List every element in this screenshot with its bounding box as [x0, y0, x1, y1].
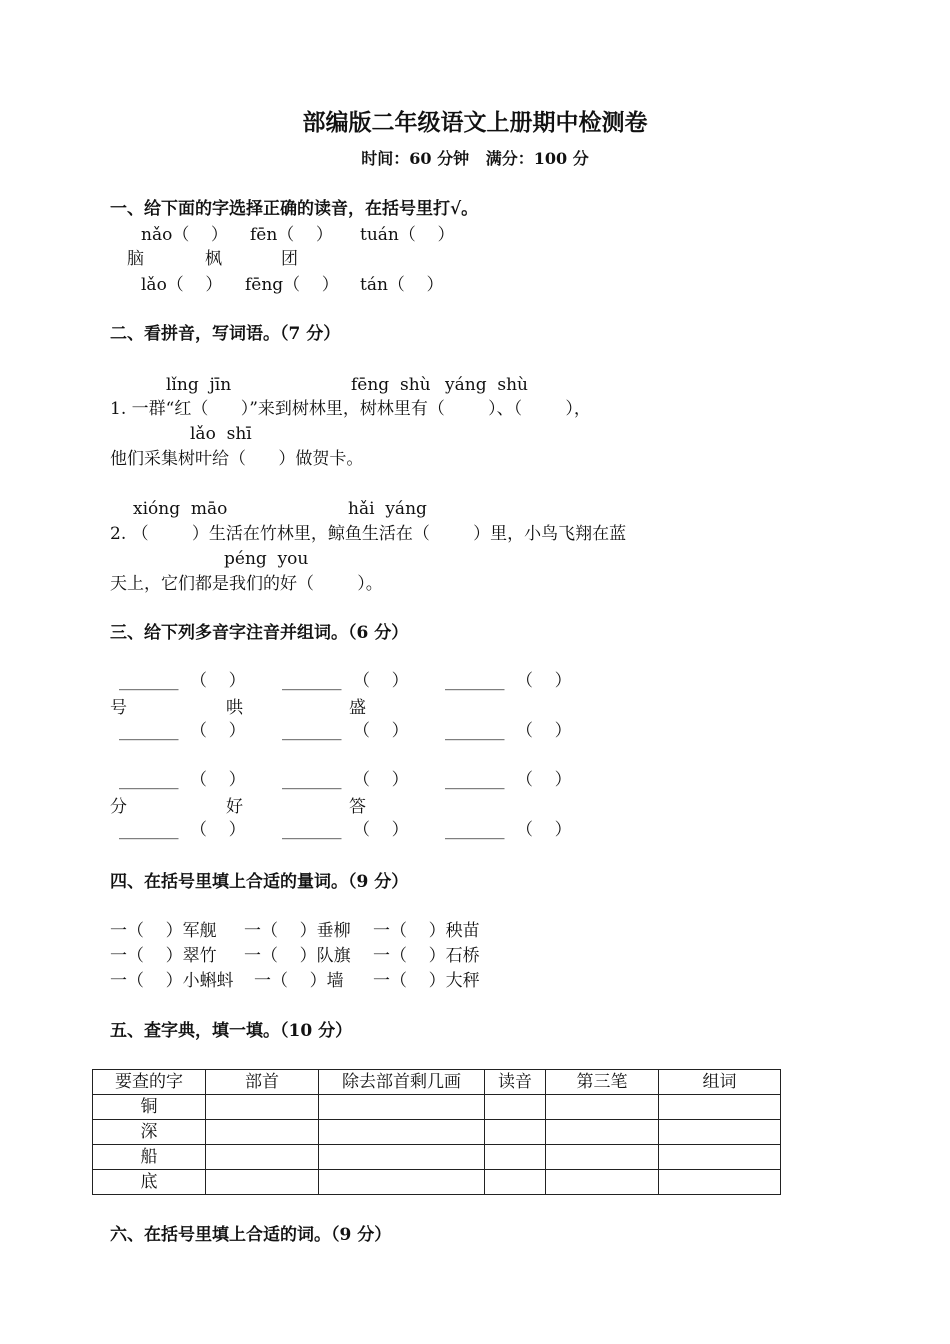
question-2-line-2: 天上，它们都是我们的好（ ）。 [110, 574, 383, 594]
pinyin-option[interactable]: fēn（ ） [250, 225, 333, 245]
answer-cell[interactable] [485, 1095, 546, 1120]
answer-blank[interactable]: _______ [119, 770, 179, 790]
measure-word-item[interactable]: 一（ ）队旗 [244, 946, 351, 966]
answer-paren[interactable]: （ ） [353, 721, 409, 741]
pinyin-hint: hǎi yáng [348, 499, 427, 519]
column-header: 读音 [485, 1070, 546, 1095]
table-header-row [93, 1070, 781, 1095]
lookup-char: 船 [93, 1145, 206, 1170]
pinyin-hint: péng you [224, 549, 309, 569]
exam-info: 时间：60 分钟 满分：100 分 [361, 149, 589, 168]
answer-paren[interactable]: （ ） [190, 820, 246, 840]
char-nao: 脑 [127, 249, 144, 269]
section-6-heading: 六、在括号里填上合适的词。（9 分） [110, 1225, 392, 1245]
answer-blank[interactable]: _______ [119, 721, 179, 741]
column-header: 第三笔 [546, 1070, 659, 1095]
answer-cell[interactable] [206, 1120, 319, 1145]
pinyin-option[interactable]: lǎo（ ） [141, 275, 223, 295]
pinyin-option[interactable]: nǎo（ ） [141, 225, 228, 245]
column-header: 要查的字 [93, 1070, 206, 1095]
answer-blank[interactable]: _______ [119, 671, 179, 691]
answer-cell[interactable] [659, 1120, 781, 1145]
answer-blank[interactable]: _______ [282, 721, 342, 741]
answer-cell[interactable] [319, 1095, 485, 1120]
pinyin-option[interactable]: fēng（ ） [245, 275, 339, 295]
pinyin-option[interactable]: tuán（ ） [360, 225, 455, 245]
answer-blank[interactable]: _______ [445, 820, 505, 840]
answer-paren[interactable]: （ ） [516, 820, 572, 840]
answer-cell[interactable] [659, 1170, 781, 1195]
section-1-heading: 一、给下面的字选择正确的读音，在括号里打√。 [110, 199, 479, 219]
answer-cell[interactable] [485, 1145, 546, 1170]
answer-paren[interactable]: （ ） [353, 770, 409, 790]
section-4-heading: 四、在括号里填上合适的量词。（9 分） [110, 872, 409, 892]
char-da: 答 [349, 797, 366, 817]
dictionary-table [92, 1069, 781, 1195]
section-5-heading: 五、查字典，填一填。（10 分） [110, 1021, 353, 1041]
answer-blank[interactable]: _______ [282, 671, 342, 691]
char-hong: 哄 [226, 698, 243, 718]
section-2-heading: 二、看拼音，写词语。（7 分） [110, 324, 341, 344]
section-3-heading: 三、给下列多音字注音并组词。（6 分） [110, 623, 409, 643]
page-title: 部编版二年级语文上册期中检测卷 [302, 109, 648, 136]
answer-cell[interactable] [659, 1145, 781, 1170]
column-header: 部首 [206, 1070, 319, 1095]
answer-paren[interactable]: （ ） [516, 671, 572, 691]
answer-cell[interactable] [319, 1170, 485, 1195]
pinyin-hint: lǎo shī [190, 424, 252, 444]
lookup-char: 铜 [93, 1095, 206, 1120]
answer-paren[interactable]: （ ） [190, 721, 246, 741]
answer-paren[interactable]: （ ） [353, 820, 409, 840]
pinyin-hint: xióng māo [133, 499, 228, 519]
lookup-char: 深 [93, 1120, 206, 1145]
measure-word-item[interactable]: 一（ ）大秤 [373, 971, 480, 991]
pinyin-hint: fēng shù [351, 375, 431, 395]
answer-cell[interactable] [319, 1120, 485, 1145]
pinyin-hint: yáng shù [445, 375, 528, 395]
answer-blank[interactable]: _______ [119, 820, 179, 840]
answer-blank[interactable]: _______ [445, 671, 505, 691]
answer-blank[interactable]: _______ [282, 820, 342, 840]
char-sheng: 盛 [349, 698, 366, 718]
measure-word-item[interactable]: 一（ ）石桥 [373, 946, 480, 966]
answer-cell[interactable] [546, 1095, 659, 1120]
answer-cell[interactable] [206, 1145, 319, 1170]
measure-word-item[interactable]: 一（ ）墙 [254, 971, 344, 991]
answer-cell[interactable] [546, 1120, 659, 1145]
char-fen: 分 [110, 797, 127, 817]
answer-cell[interactable] [485, 1170, 546, 1195]
table-row [93, 1145, 781, 1170]
answer-blank[interactable]: _______ [282, 770, 342, 790]
answer-paren[interactable]: （ ） [190, 770, 246, 790]
table-row [93, 1170, 781, 1195]
answer-cell[interactable] [319, 1145, 485, 1170]
answer-cell[interactable] [546, 1170, 659, 1195]
char-feng: 枫 [205, 249, 222, 269]
answer-cell[interactable] [485, 1120, 546, 1145]
lookup-char: 底 [93, 1170, 206, 1195]
column-header: 除去部首剩几画 [319, 1070, 485, 1095]
measure-word-item[interactable]: 一（ ）秧苗 [373, 921, 480, 941]
measure-word-item[interactable]: 一（ ）小蝌蚪 [110, 971, 234, 991]
char-hao2: 好 [226, 797, 243, 817]
question-1-line-1: 1. 一群“红（ ）”来到树林里，树林里有（ ）、（ ）， [110, 399, 591, 419]
char-hao: 号 [110, 698, 127, 718]
char-tuan: 团 [281, 249, 298, 269]
table-row [93, 1095, 781, 1120]
question-1-line-2: 他们采集树叶给（ ）做贺卡。 [110, 449, 364, 469]
answer-paren[interactable]: （ ） [353, 671, 409, 691]
question-2-line-1: 2. （ ）生活在竹林里，鲸鱼生活在（ ）里，小鸟飞翔在蓝 [110, 524, 627, 544]
answer-cell[interactable] [206, 1095, 319, 1120]
table-row [93, 1120, 781, 1145]
measure-word-item[interactable]: 一（ ）翠竹 [110, 946, 217, 966]
measure-word-item[interactable]: 一（ ）垂柳 [244, 921, 351, 941]
answer-paren[interactable]: （ ） [516, 721, 572, 741]
measure-word-item[interactable]: 一（ ）军舰 [110, 921, 217, 941]
answer-cell[interactable] [206, 1170, 319, 1195]
answer-cell[interactable] [546, 1145, 659, 1170]
answer-paren[interactable]: （ ） [516, 770, 572, 790]
answer-paren[interactable]: （ ） [190, 671, 246, 691]
pinyin-hint: lǐng jīn [166, 375, 232, 395]
answer-cell[interactable] [659, 1095, 781, 1120]
answer-blank[interactable]: _______ [445, 721, 505, 741]
pinyin-option[interactable]: tán（ ） [360, 275, 444, 295]
answer-blank[interactable]: _______ [445, 770, 505, 790]
column-header: 组词 [659, 1070, 781, 1095]
